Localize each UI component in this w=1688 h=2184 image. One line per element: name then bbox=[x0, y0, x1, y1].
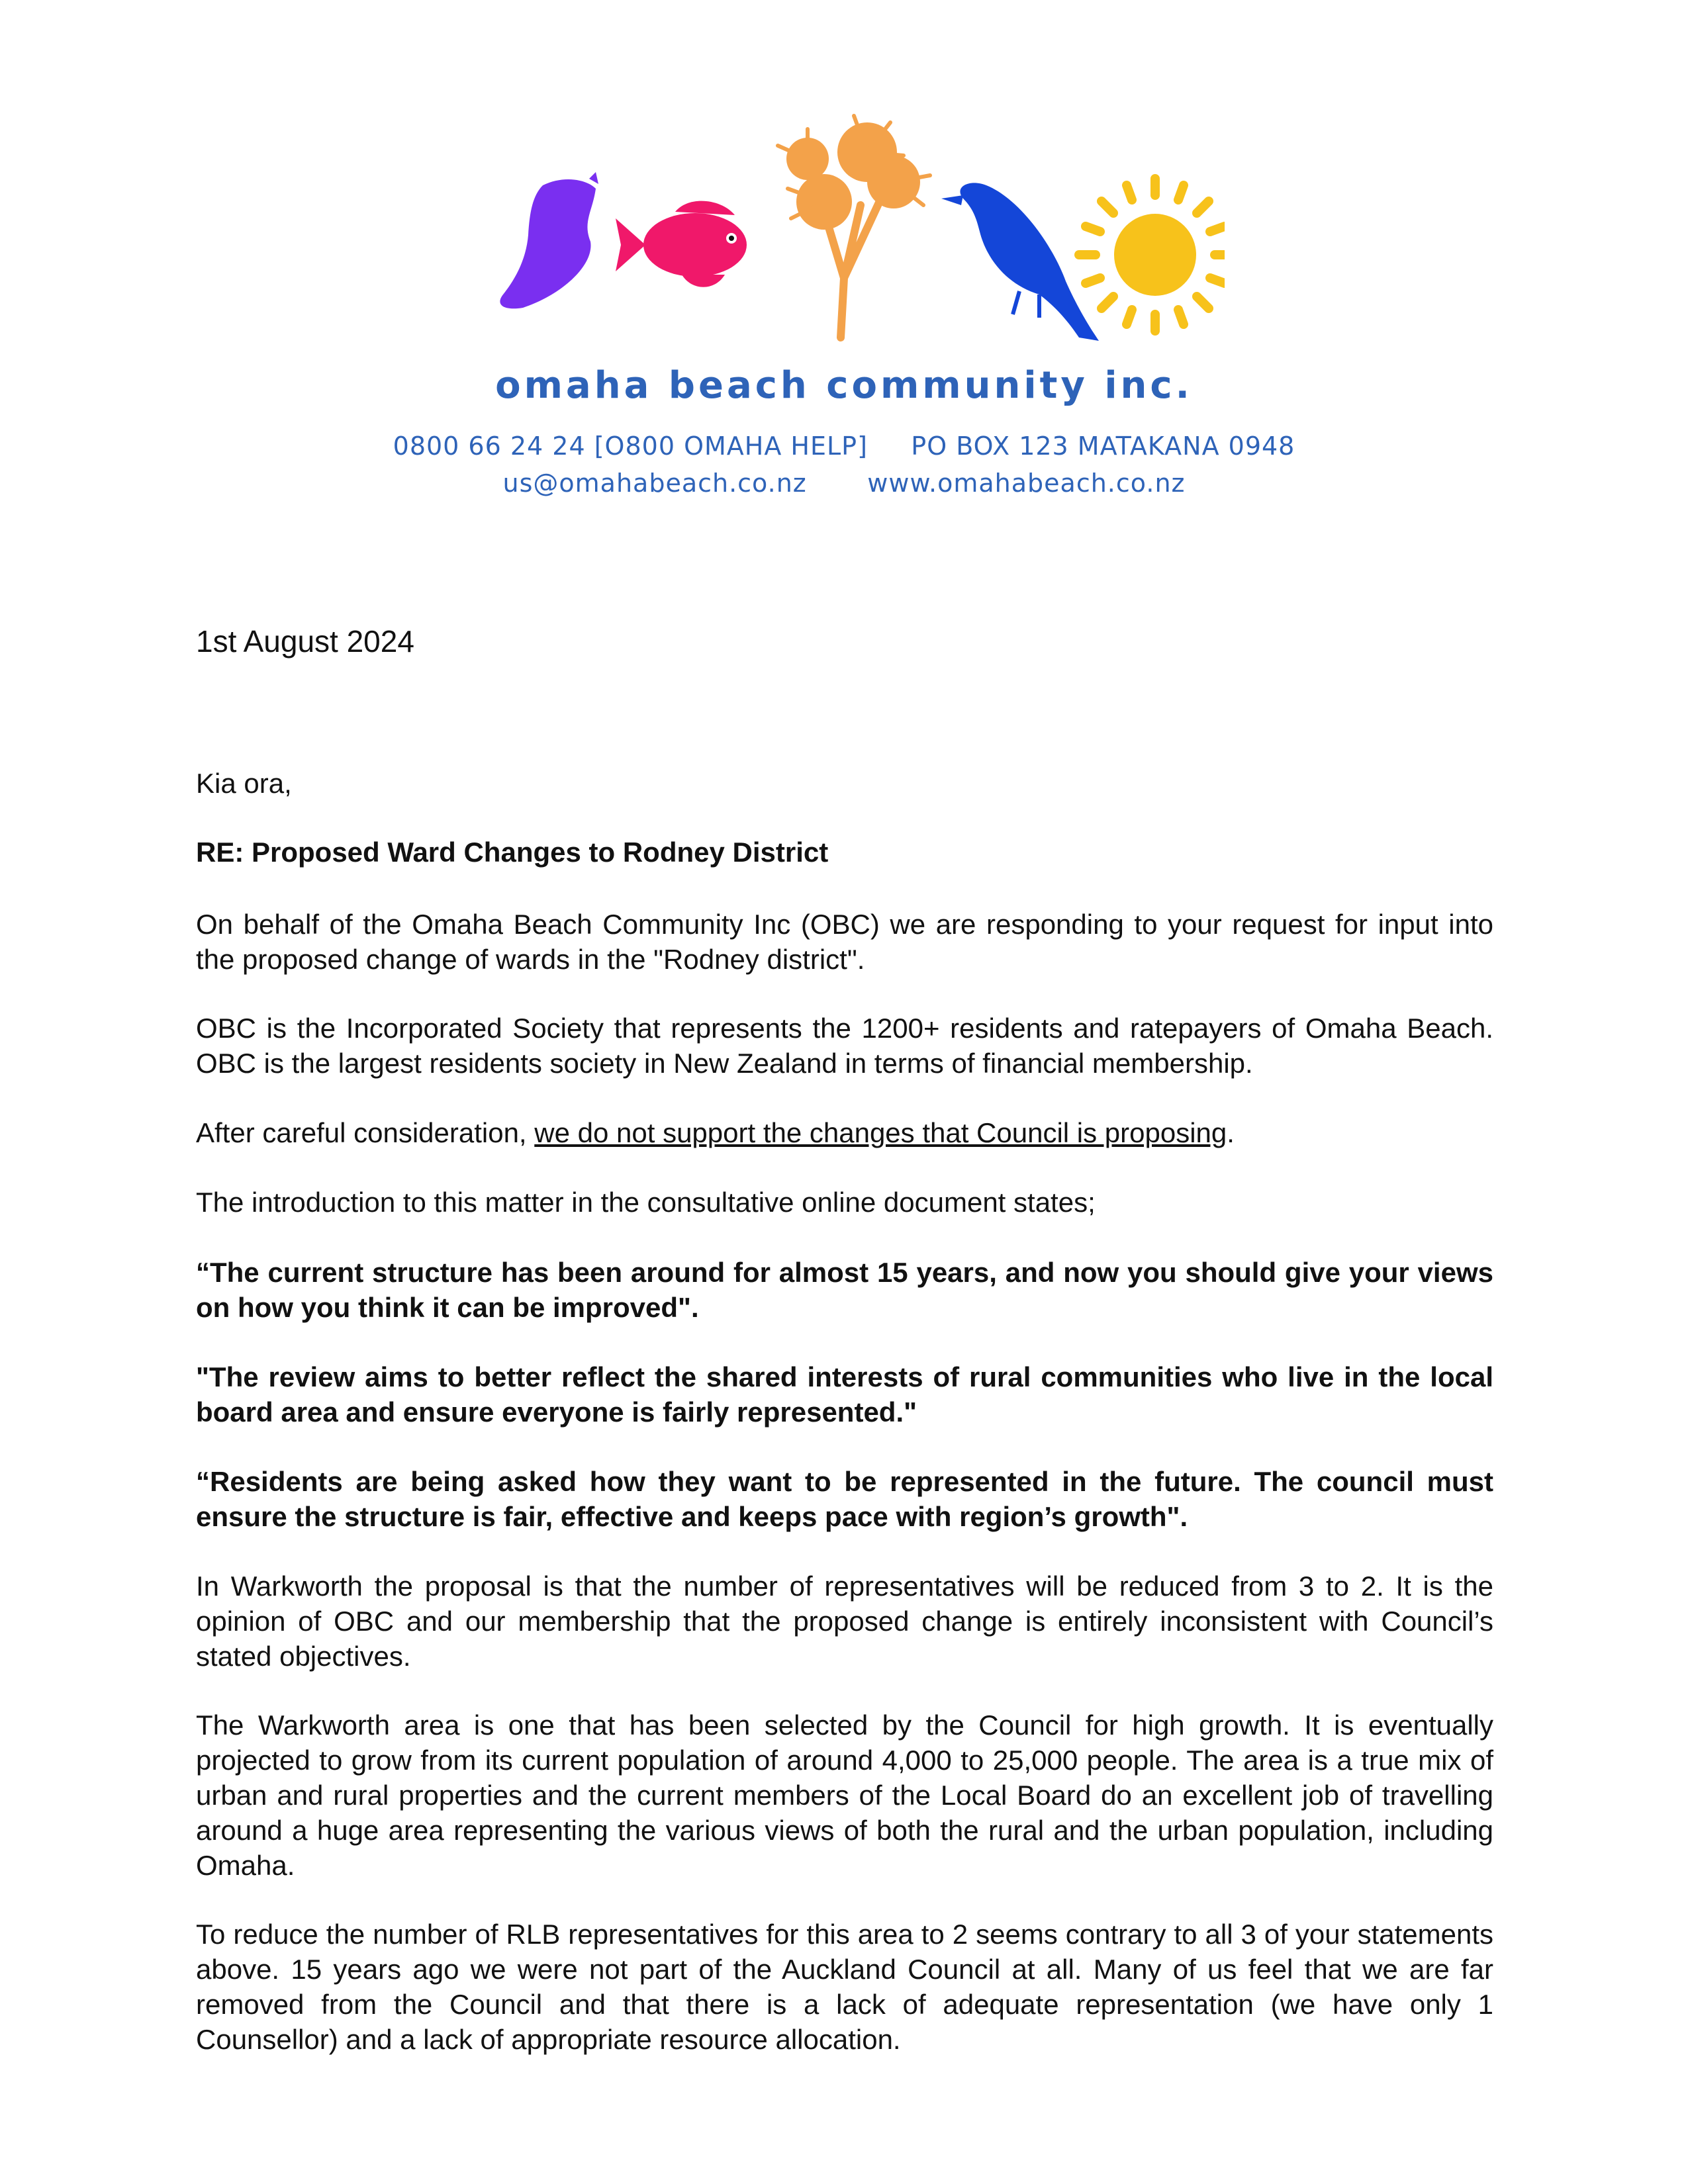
paragraph-position bbox=[196, 1115, 1493, 1150]
quote-residents-asked: “Residents are being asked how they want to be represented in the future. The council must ensure the structure is fair, effective and keeps pace with region’s growth". bbox=[196, 1466, 1493, 1532]
paragraph-intro: On behalf of the Omaha Beach Community Inc (OBC) we are responding to your request for input into the proposed change of wards in the "Rodney district". bbox=[196, 909, 1493, 975]
letter-greeting: Kia ora, bbox=[196, 768, 292, 799]
paragraph-representation: To reduce the number of RLB representatives for this area to 2 seems contrary to all 3 of your statements above. 15 years ago we were not part of the Auckland Council at all. Many of us feel that we are far removed from the Council and that there is a lack of adequate representation (we have only 1 Counsellor) and a lack of appropriate resource allocation. bbox=[196, 1919, 1493, 2055]
sun-icon bbox=[1079, 179, 1225, 331]
contact-email-web: us@omahabeach.co.nz www.omahabeach.co.nz bbox=[502, 469, 1186, 498]
organization-name: omaha beach community inc. bbox=[495, 364, 1193, 407]
tui-bird-icon bbox=[941, 183, 1099, 341]
position-statement-underlined: we do not support the changes that Council is proposing bbox=[534, 1117, 1227, 1148]
quote-current-structure: “The current structure has been around for almost 15 years, and now you should give your views on how you think it can be improved". bbox=[196, 1257, 1493, 1323]
paragraph-obc-description: OBC is the Incorporated Society that represents the 1200+ residents and ratepayers of Omaha Beach. OBC is the largest residents society in New Zealand in terms of financial membership. bbox=[196, 1013, 1493, 1079]
fish-icon bbox=[616, 201, 747, 287]
paragraph-warkworth-growth: The Warkworth area is one that has been selected by the Council for high growth. It is eventually projected to grow from its current population of around 4,000 to 25,000 people. The area is a true mix of urban and rural properties and the current members of the Local Board do an excellent job of travelling around a huge area representing the various views of both the rural and the urban population, including Omaha. bbox=[196, 1709, 1493, 1881]
quote-review-aims: "The review aims to better reflect the shared interests of rural communities who live in the local board area and ensure everyone is fairly represented." bbox=[196, 1361, 1493, 1428]
paragraph-warkworth-proposal: In Warkworth the proposal is that the number of representatives will be reduced from 3 to 2. It is the opinion of OBC and our membership that the proposed change is entirely inconsistent with Council’s stated objectives. bbox=[196, 1570, 1493, 1672]
paragraph-introduction-note: The introduction to this matter in the consultative online document states; bbox=[196, 1187, 1096, 1218]
shell-icon bbox=[500, 172, 598, 308]
letter-subject: RE: Proposed Ward Changes to Rodney District bbox=[196, 837, 829, 868]
letterhead bbox=[0, 0, 1688, 529]
logo-illustration bbox=[463, 113, 1225, 351]
cabbage-tree-icon bbox=[778, 116, 930, 338]
position-prefix: After careful consideration, bbox=[196, 1117, 535, 1148]
contact-phone-address: 0800 66 24 24 [O800 OMAHA HELP] PO BOX 123 MATAKANA 0948 bbox=[393, 432, 1295, 461]
position-suffix: . bbox=[1227, 1117, 1235, 1148]
letter-date: 1st August 2024 bbox=[196, 624, 414, 659]
